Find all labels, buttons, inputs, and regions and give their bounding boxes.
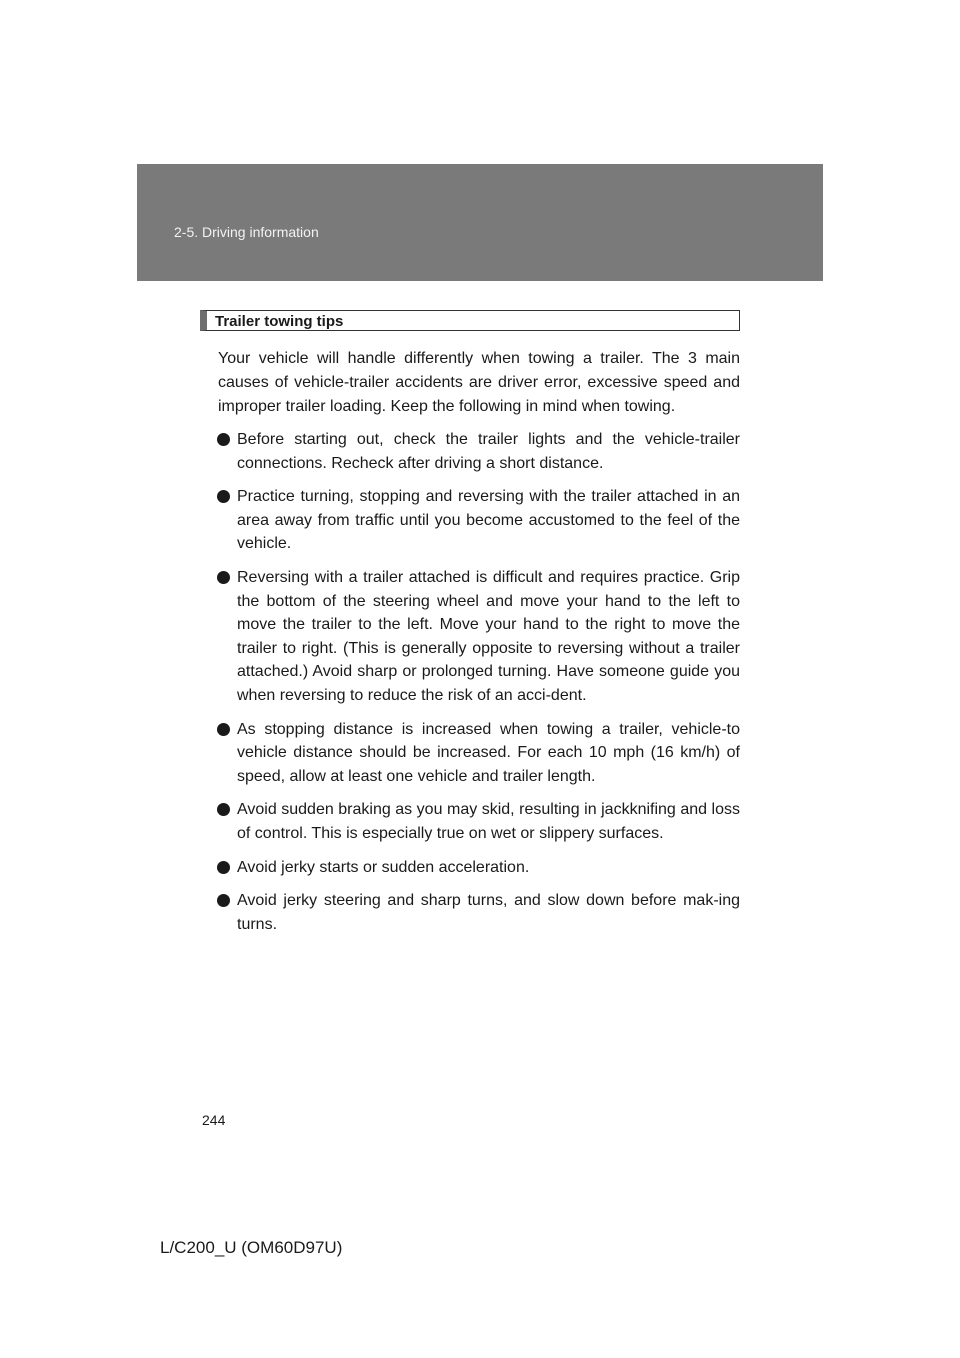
list-item — [200, 889, 740, 936]
list-item — [200, 485, 740, 556]
intro-paragraph: Your vehicle will handle differently when towing a trailer. The 3 main causes of vehicle-trailer accidents are driver error, excessive speed and improper trailer loading. Keep the following in mind when towing. — [218, 350, 740, 415]
list-item-text: Avoid jerky starts or sudden acceleration. — [237, 858, 530, 876]
bullet-icon — [217, 723, 230, 736]
list-item — [200, 718, 740, 789]
section-header-band — [137, 164, 823, 281]
list-item — [200, 856, 740, 880]
bullet-icon — [217, 803, 230, 816]
list-item — [200, 428, 740, 475]
section-title: 2-5. Driving information — [174, 224, 319, 240]
bullet-icon — [217, 861, 230, 874]
list-item-text: As stopping distance is increased when towing a trailer, vehicle-to vehicle distance should be increased. For each 10 mph (16 km/h) of speed, allow at least one vehicle and trailer length. — [237, 720, 740, 785]
list-item — [200, 798, 740, 845]
bullet-icon — [217, 894, 230, 907]
list-item — [200, 566, 740, 708]
page-content — [200, 310, 740, 946]
list-item-text: Practice turning, stopping and reversing with the trailer attached in an area away from traffic until you become accustomed to the feel of the vehicle. — [237, 488, 740, 553]
list-item-text: Avoid jerky steering and sharp turns, and slow down before mak-ing turns. — [237, 892, 740, 933]
bullet-icon — [217, 490, 230, 503]
subheading-box — [200, 310, 740, 331]
bullet-icon — [217, 433, 230, 446]
list-item-text: Avoid sudden braking as you may skid, resulting in jackknifing and loss of control. This is especially true on wet or slippery surfaces. — [237, 801, 740, 842]
bullet-icon — [217, 571, 230, 584]
tips-list — [200, 428, 740, 936]
subheading: Trailer towing tips — [215, 313, 344, 330]
document-code: L/C200_U (OM60D97U) — [160, 1238, 343, 1257]
page-number: 244 — [202, 1112, 226, 1128]
list-item-text: Reversing with a trailer attached is difficult and requires practice. Grip the bottom of the steering wheel and move your hand to the left to move the trailer to the left. Move your hand to the right to move the trailer to right. (This is generally opposite to reversing without a trailer attached.) Avoid sharp or prolonged turning. Have someone guide you when reversing to reduce the risk of an acci-dent. — [237, 568, 740, 704]
list-item-text: Before starting out, check the trailer lights and the vehicle-trailer connections. Recheck after driving a short distance. — [237, 431, 740, 472]
